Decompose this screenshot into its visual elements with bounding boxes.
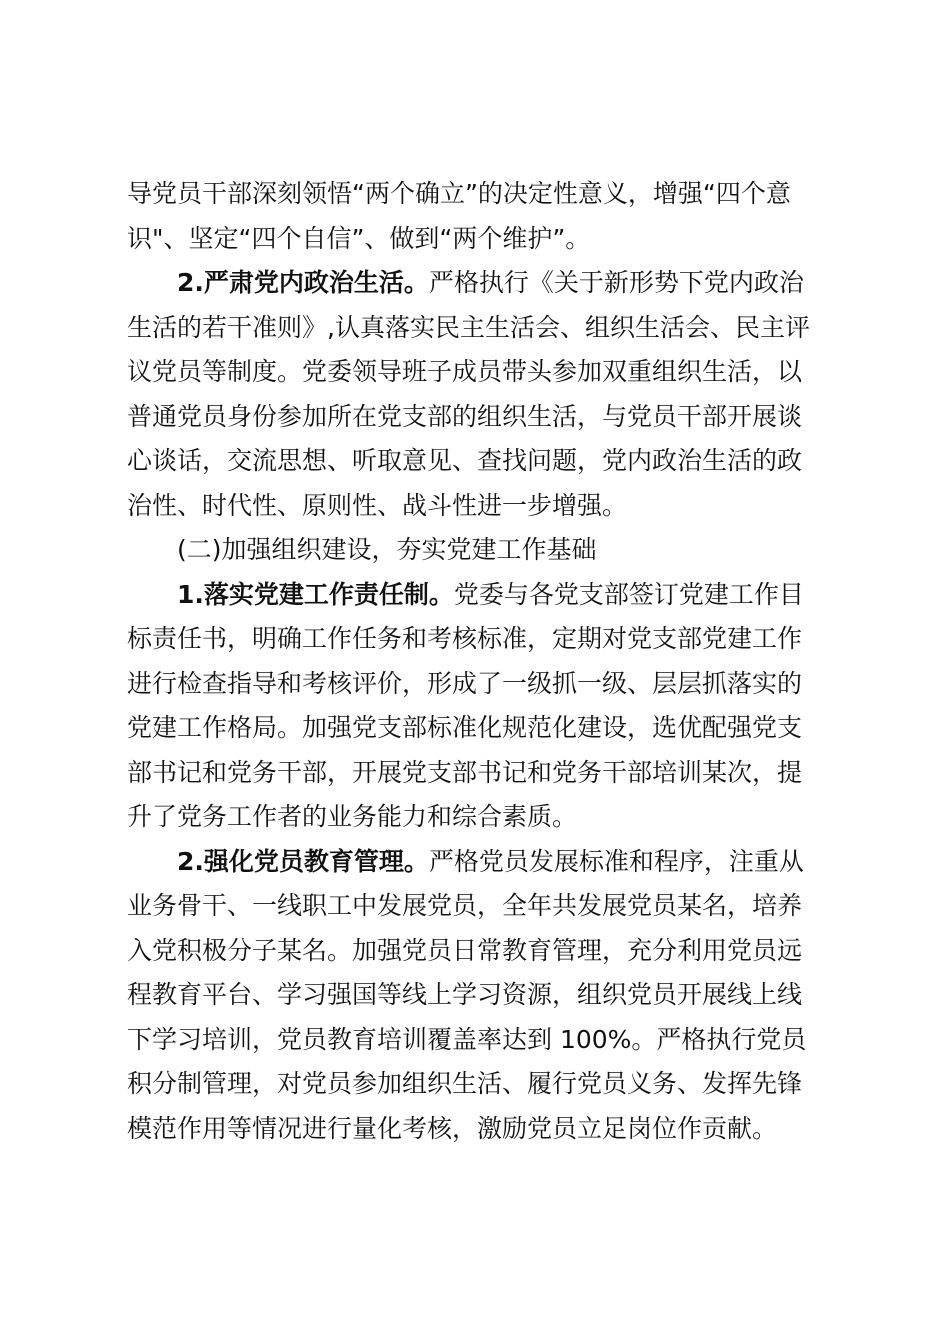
text-line: 下学习培训，党员教育培训覆盖率达到 100%。严格执行党员 — [127, 1024, 807, 1054]
paragraph-heading: 2.强化党员教育管理。 — [177, 846, 429, 876]
section-heading: (二)加强组织建设，夯实党建工作基础 — [177, 535, 597, 564]
text-line: 升了党务工作者的业务能力和综合素质。 — [127, 802, 578, 831]
text-line: 进行检查指导和考核评价，形成了一级抓一级、层层抓落实的 — [127, 668, 803, 698]
text-line: 普通党员身份参加所在党支部的组织生活，与党员干部开展谈 — [127, 401, 803, 431]
paragraph-first-line — [127, 840, 823, 885]
text-line: 生活的若干准则》,认真落实民主生活会、组织生活会、民主评 — [127, 312, 810, 342]
paragraph-member-education — [127, 840, 823, 1152]
text-line: 业务骨干、一线职工中发展党员，全年共发展党员某名，培养 — [127, 891, 803, 920]
paragraph-political-life — [127, 261, 823, 528]
text-segment: 严格党员发展标准和程序，注重从 — [428, 846, 804, 876]
text-line: 模范作用等情况进行量化考核，激励党员立足岗位作贡献。 — [127, 1113, 778, 1143]
text-segment: 严格执行《关于新形势下党内政治 — [428, 268, 804, 297]
text-line: 议党员等制度。党委领导班子成员带头参加双重组织生活，以 — [127, 357, 803, 386]
text-line: 识"、坚定“四个自信”、做到“两个维护”。 — [127, 223, 591, 253]
document-body — [127, 172, 823, 1151]
text-line: 入党积极分子某名。加强党员日常教育管理，充分利用党员远 — [127, 935, 803, 965]
text-line: 导党员干部深刻领悟“两个确立”的决定性意义，增强“四个意 — [127, 179, 791, 208]
text-line: 治性、时代性、原则性、战斗性进一步增强。 — [127, 490, 628, 520]
paragraph-heading: 2.严肃党内政治生活。 — [177, 268, 429, 297]
paragraph-heading: 1.落实党建工作责任制。 — [177, 579, 454, 609]
text-segment: 党委与各党支部签订党建工作目 — [453, 579, 804, 609]
text-line: 标责任书，明确工作任务和考核标准，定期对党支部党建工作 — [127, 624, 803, 653]
paragraph-first-line — [127, 573, 823, 618]
paragraph-continuation — [127, 172, 823, 261]
paragraph-responsibility-system — [127, 573, 823, 840]
text-line: 积分制管理，对党员参加组织生活、履行党员义务、发挥先锋 — [127, 1069, 803, 1098]
text-line: 党建工作格局。加强党支部标准化规范化建设，选优配强党支 — [127, 713, 803, 742]
text-line: 心谈话，交流思想、听取意见、查找问题，党内政治生活的政 — [127, 446, 803, 475]
text-line: 部书记和党务干部，开展党支部书记和党务干部培训某次，提 — [127, 757, 803, 787]
text-line: 程教育平台、学习强国等线上学习资源，组织党员开展线上线 — [127, 980, 803, 1009]
paragraph-first-line — [127, 261, 823, 306]
